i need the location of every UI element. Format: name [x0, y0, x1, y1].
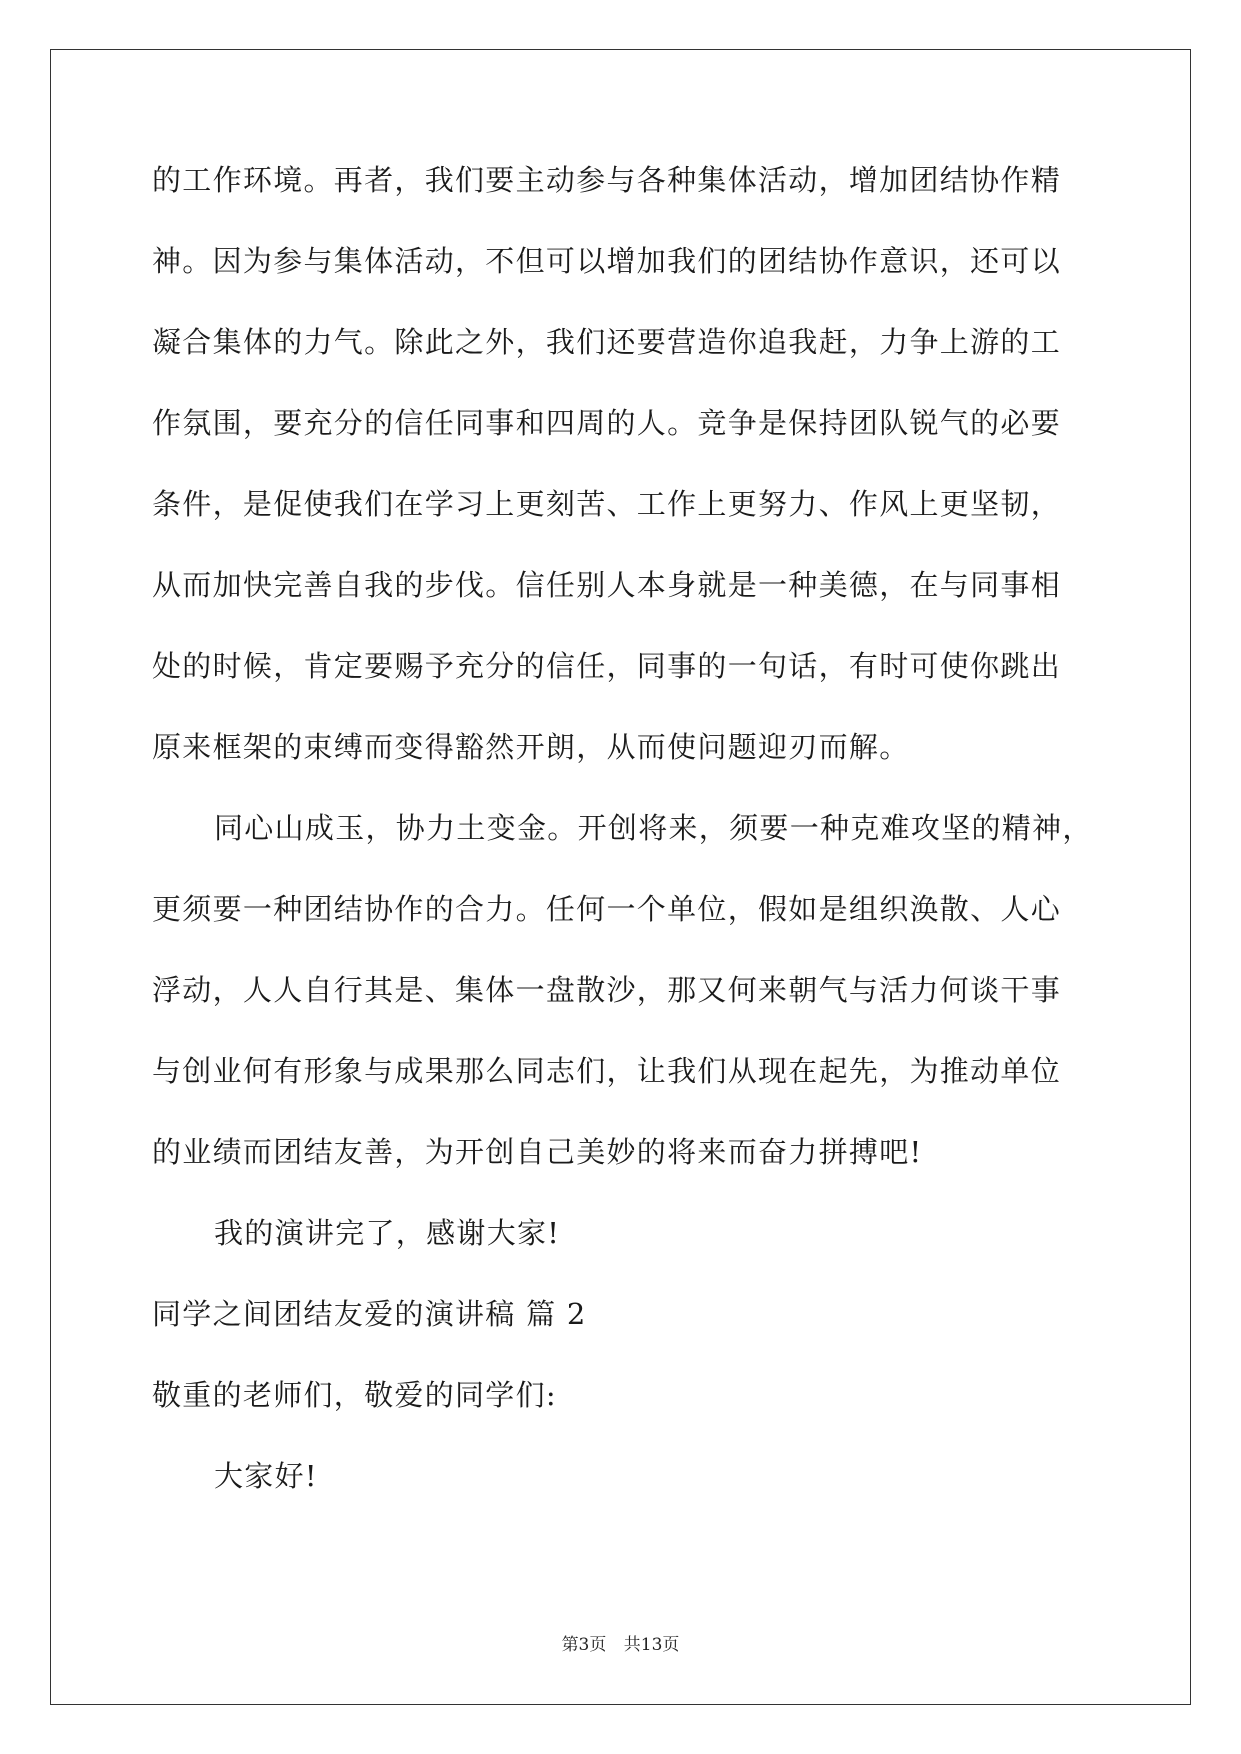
text-line: 的工作环境。再者，我们要主动参与各种集体活动，增加团结协作精	[152, 163, 1062, 197]
text-line: 浮动，人人自行其是、集体一盘散沙，那又何来朝气与活力何谈干事	[152, 973, 1062, 1007]
text-line: 更须要一种团结协作的合力。任何一个单位，假如是组织涣散、人心	[152, 892, 1062, 926]
page-number-current: 第3页	[561, 1635, 607, 1655]
text-line: 原来框架的束缚而变得豁然开朗，从而使问题迎刃而解。	[152, 730, 910, 764]
text-line: 我的演讲完了，感谢大家!	[214, 1216, 561, 1250]
text-line: 条件，是促使我们在学习上更刻苦、工作上更努力、作风上更坚韧，	[152, 487, 1062, 521]
text-line: 大家好!	[214, 1459, 318, 1493]
text-line: 与创业何有形象与成果那么同志们，让我们从现在起先，为推动单位	[152, 1054, 1062, 1088]
text-line: 同学之间团结友爱的演讲稿 篇 2	[152, 1297, 587, 1331]
text-line: 神。因为参与集体活动，不但可以增加我们的团结协作意识，还可以	[152, 244, 1062, 278]
text-line: 敬重的老师们，敬爱的同学们:	[152, 1378, 557, 1412]
text-line: 从而加快完善自我的步伐。信任别人本身就是一种美德，在与同事相	[152, 568, 1062, 602]
page-footer	[0, 1630, 1241, 1655]
document-body	[152, 160, 1092, 1537]
text-line: 凝合集体的力气。除此之外，我们还要营造你追我赶，力争上游的工	[152, 325, 1062, 359]
page-number-total: 共13页	[623, 1635, 680, 1655]
text-line: 作氛围，要充分的信任同事和四周的人。竞争是保持团队锐气的必要	[152, 406, 1062, 440]
text-line: 的业绩而团结友善，为开创自己美妙的将来而奋力拼搏吧!	[152, 1135, 923, 1169]
text-line: 处的时候，肯定要赐予充分的信任，同事的一句话，有时可使你跳出	[152, 649, 1062, 683]
text-line: 同心山成玉，协力土变金。开创将来，须要一种克难攻坚的精神，	[214, 811, 1093, 845]
